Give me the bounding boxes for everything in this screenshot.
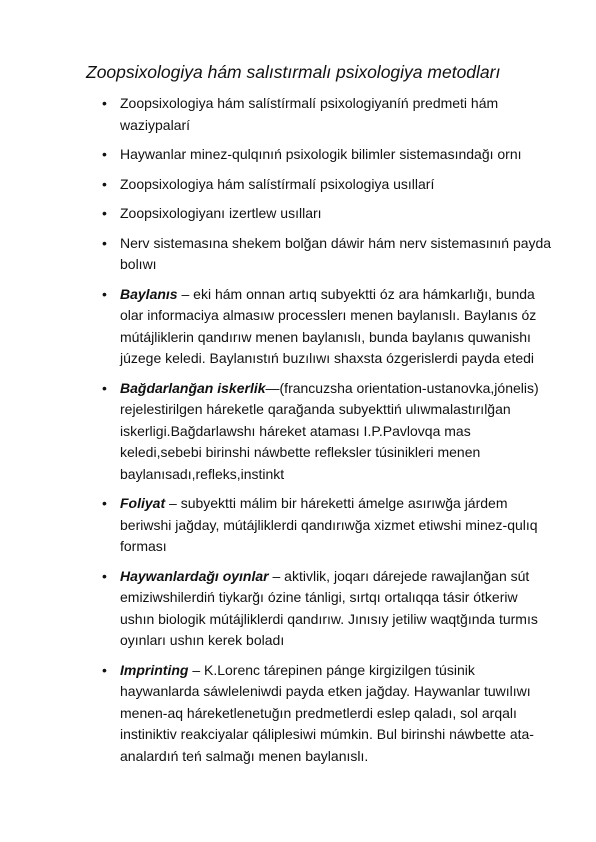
- bullet-icon: •: [102, 567, 107, 584]
- list-item: [0, 378, 596, 486]
- item-text: – aktivlik, joqarı dárejede rawajlanğan sút emiziwshilerdiń tiykarğı ózine tánligi, sırtqı ortalıqqa tásir ótkeriw ushın biologik mútájliklerdi qandırıw. Jınısıy jetiliw waqtğında turmıs oyınları ushın kerek boladı: [120, 567, 538, 648]
- item-text: Nerv sistemasına shekem bolğan dáwir hám nerv sistemasınıń payda bolıwı: [120, 234, 552, 272]
- item-text: – eki hám onnan artıq subyektti óz ara hámkarlığı, bunda olar informaciya almasıw processlerı menen baylanıslı. Baylanıs óz mútájliklerin qandırıw menen baylanıslı, bunda baylanıs quwanishı júzege keledi. Baylanıstıń buzılıwı shaxsta ózgerislerdi payda etedi: [120, 285, 537, 366]
- bullet-icon: •: [102, 379, 107, 396]
- item-text: – subyektti málim bir háreketti ámelge asırıwğa járdem beriwshi jağday, mútájliklerdi qandırıwğa xizmet etiwshi minez-qulıq forması: [120, 495, 538, 554]
- list-item: [0, 174, 596, 196]
- bullet-icon: •: [102, 95, 107, 111]
- list-item: [0, 660, 596, 768]
- list-item: [0, 144, 596, 166]
- item-term: Foliyat: [120, 495, 166, 511]
- item-term: Haywanlardağı oyınlar: [120, 567, 269, 584]
- bullet-icon: •: [102, 495, 107, 511]
- item-term: Imprinting: [120, 661, 189, 678]
- list-item: [0, 233, 596, 276]
- list-item: [0, 203, 596, 225]
- document-title: Zoopsixologiya hám salıstırmalı psixologiya metodları: [86, 62, 501, 82]
- item-term: Baylanıs: [120, 285, 178, 302]
- list-item: [0, 493, 596, 558]
- list-item: [0, 93, 596, 136]
- list-item: [0, 284, 596, 370]
- item-text: – K.Lorenc tárepinen pánge kirgizilgen túsinik haywanlarda sáwleleniwdi payda etken jağday. Haywanlar tuwılıwı menen-aq háreketlenetuğın predmetlerdi eslep qaladı, sol arqalı instiniktiv reakciyalar qáliplesiwi múmkin. Bul birinshi náwbette ata-analardıń teń salmağı menen baylanıslı.: [120, 661, 534, 764]
- bullet-icon: •: [102, 661, 107, 678]
- bullet-icon: •: [102, 205, 107, 221]
- item-term: Bağdarlanğan iskerlik: [120, 379, 266, 396]
- item-text: —(francuzsha orientation-ustanovka,jónelis) rejelestirilgen háreketle qarağanda subyekttiń ulıwmalastırılğan iskerligi.Bağdarlawshı háreket ataması I.P.Pavlovqa mas keledi,sebebi birinshi náwbette refleksler túsinikleri menen baylanısadı,refleks,instinkt: [120, 379, 539, 482]
- bullet-list: [0, 93, 596, 775]
- item-text: Zoopsixologiyanı izertlew usılları: [120, 205, 322, 221]
- bullet-icon: •: [102, 146, 107, 162]
- bullet-icon: •: [102, 175, 107, 192]
- item-text: Zoopsixologiya hám salístírmalí psixologiyaníń predmeti hám waziypalarí: [120, 95, 499, 133]
- bullet-icon: •: [102, 234, 107, 251]
- item-text: Zoopsixologiya hám salístírmalí psixologiya usıllarí: [120, 175, 435, 192]
- list-item: [0, 566, 596, 652]
- item-text: Haywanlar minez-qulqınıń psixologik bilimler sistemasındağı ornı: [120, 146, 522, 162]
- bullet-icon: •: [102, 285, 107, 302]
